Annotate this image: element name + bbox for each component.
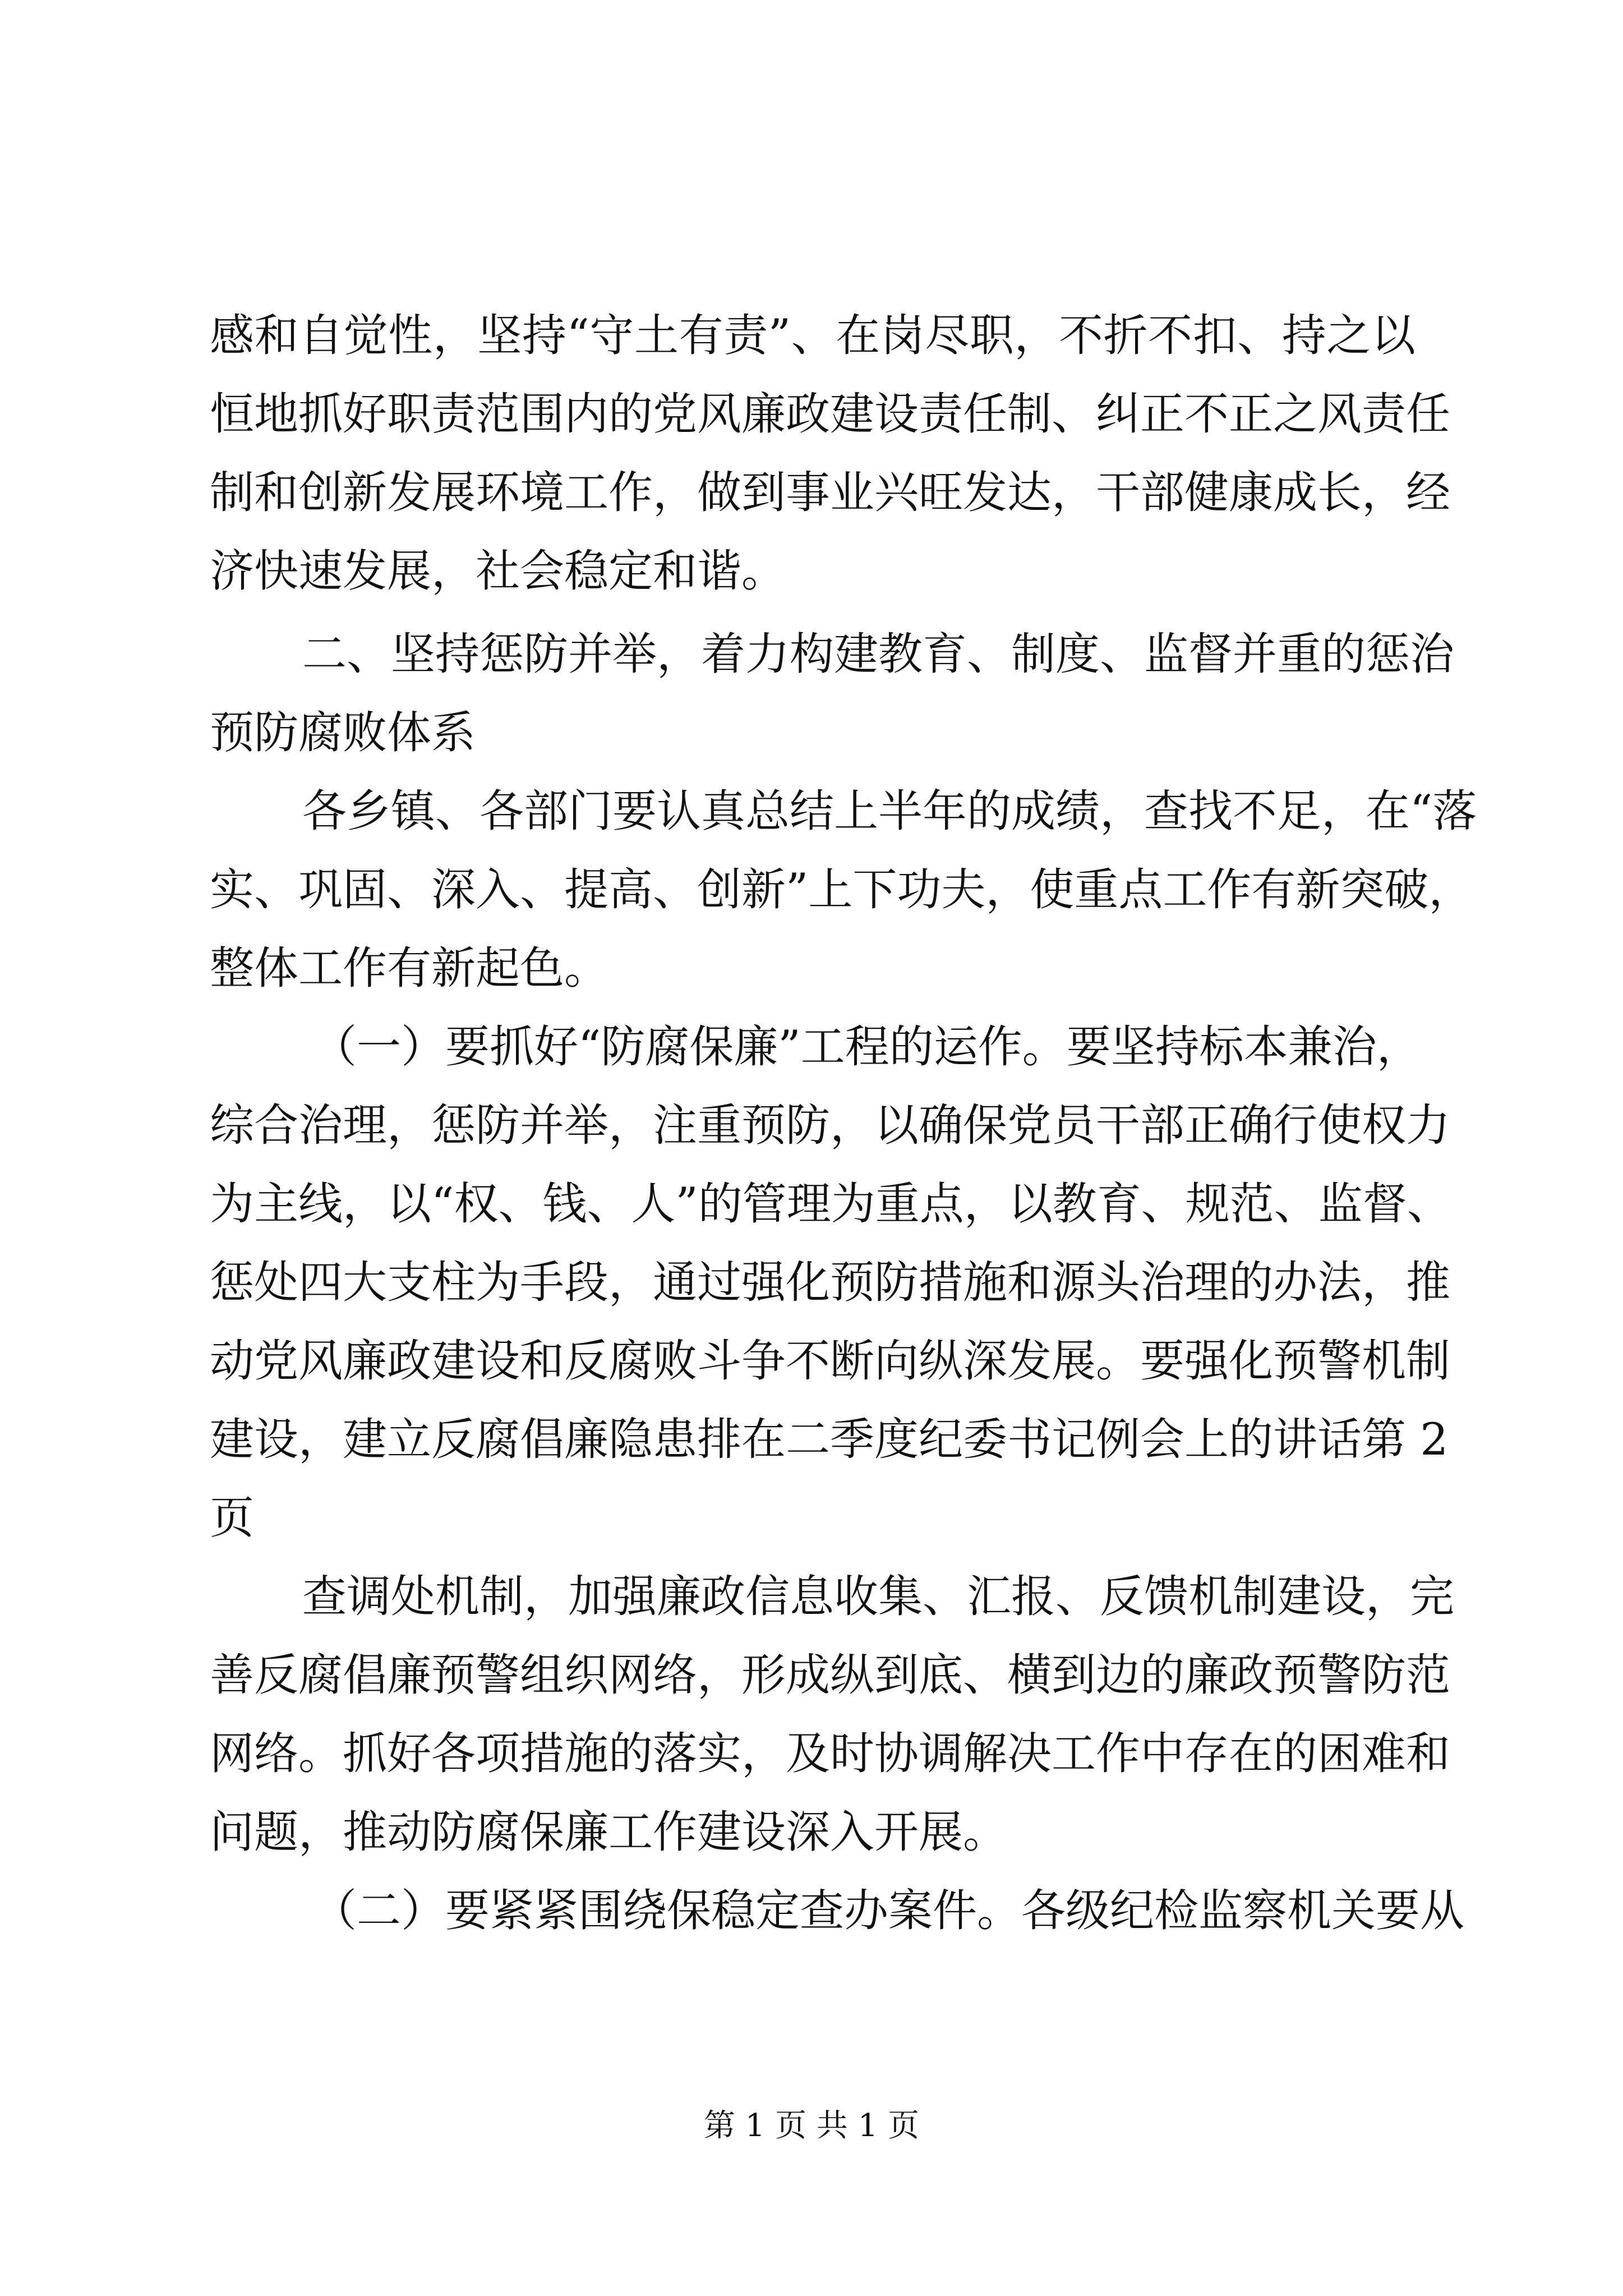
text-line: 济快速发展，社会稳定和谐。 [210,545,786,597]
section-heading-line: 预防腐败体系 [210,707,476,758]
text-line: （二）要紧紧围绕保稳定查办案件。各级纪检监察机关要从 [312,1885,1464,1936]
text-line: 恒地抓好职责范围内的党风廉政建设责任制、纠正不正之风责任 [210,388,1450,440]
text-line: 建设，建立反腐倡廉隐患排在二季度纪委书记例会上的讲话第 2 [210,1414,1449,1465]
text-line: 感和自觉性，坚持“守土有责”、在岗尽职，不折不扣、持之以 [210,310,1415,361]
text-line: 页 [210,1492,254,1544]
page-footer: 第 1 页 共 1 页 [703,2108,920,2144]
text-line: 网络。抓好各项措施的落实，及时协调解决工作中存在的困难和 [210,1728,1450,1779]
document-body [210,296,1477,1950]
text-line: 整体工作有新起色。 [210,942,608,994]
text-line: 查调处机制，加强廉政信息收集、汇报、反馈机制建设，完 [302,1571,1454,1622]
text-line: （一）要抓好“防腐保廉”工程的运作。要坚持标本兼治， [312,1021,1421,1073]
text-line: 各乡镇、各部门要认真总结上半年的成绩，查找不足，在“落 [302,785,1477,837]
text-line: 为主线，以“权、钱、人”的管理为重点，以教育、规范、监督、 [210,1178,1451,1230]
text-line: 综合治理，惩防并举，注重预防，以确保党员干部正确行使权力 [210,1099,1450,1151]
section-heading-line: 二、坚持惩防并举，着力构建教育、制度、监督并重的惩治 [302,628,1454,680]
text-line: 惩处四大支柱为手段，通过强化预防措施和源头治理的办法，推 [210,1257,1450,1308]
text-line: 善反腐倡廉预警组织网络，形成纵到底、横到边的廉政预警防范 [210,1649,1450,1701]
text-line: 实、巩固、深入、提高、创新”上下功夫，使重点工作有新突破， [210,864,1473,915]
text-line: 问题，推动防腐保廉工作建设深入开展。 [210,1806,1007,1858]
text-line: 动党风廉政建设和反腐败斗争不断向纵深发展。要强化预警机制 [210,1335,1450,1387]
text-line: 制和创新发展环境工作，做到事业兴旺发达，干部健康成长，经 [210,467,1450,518]
